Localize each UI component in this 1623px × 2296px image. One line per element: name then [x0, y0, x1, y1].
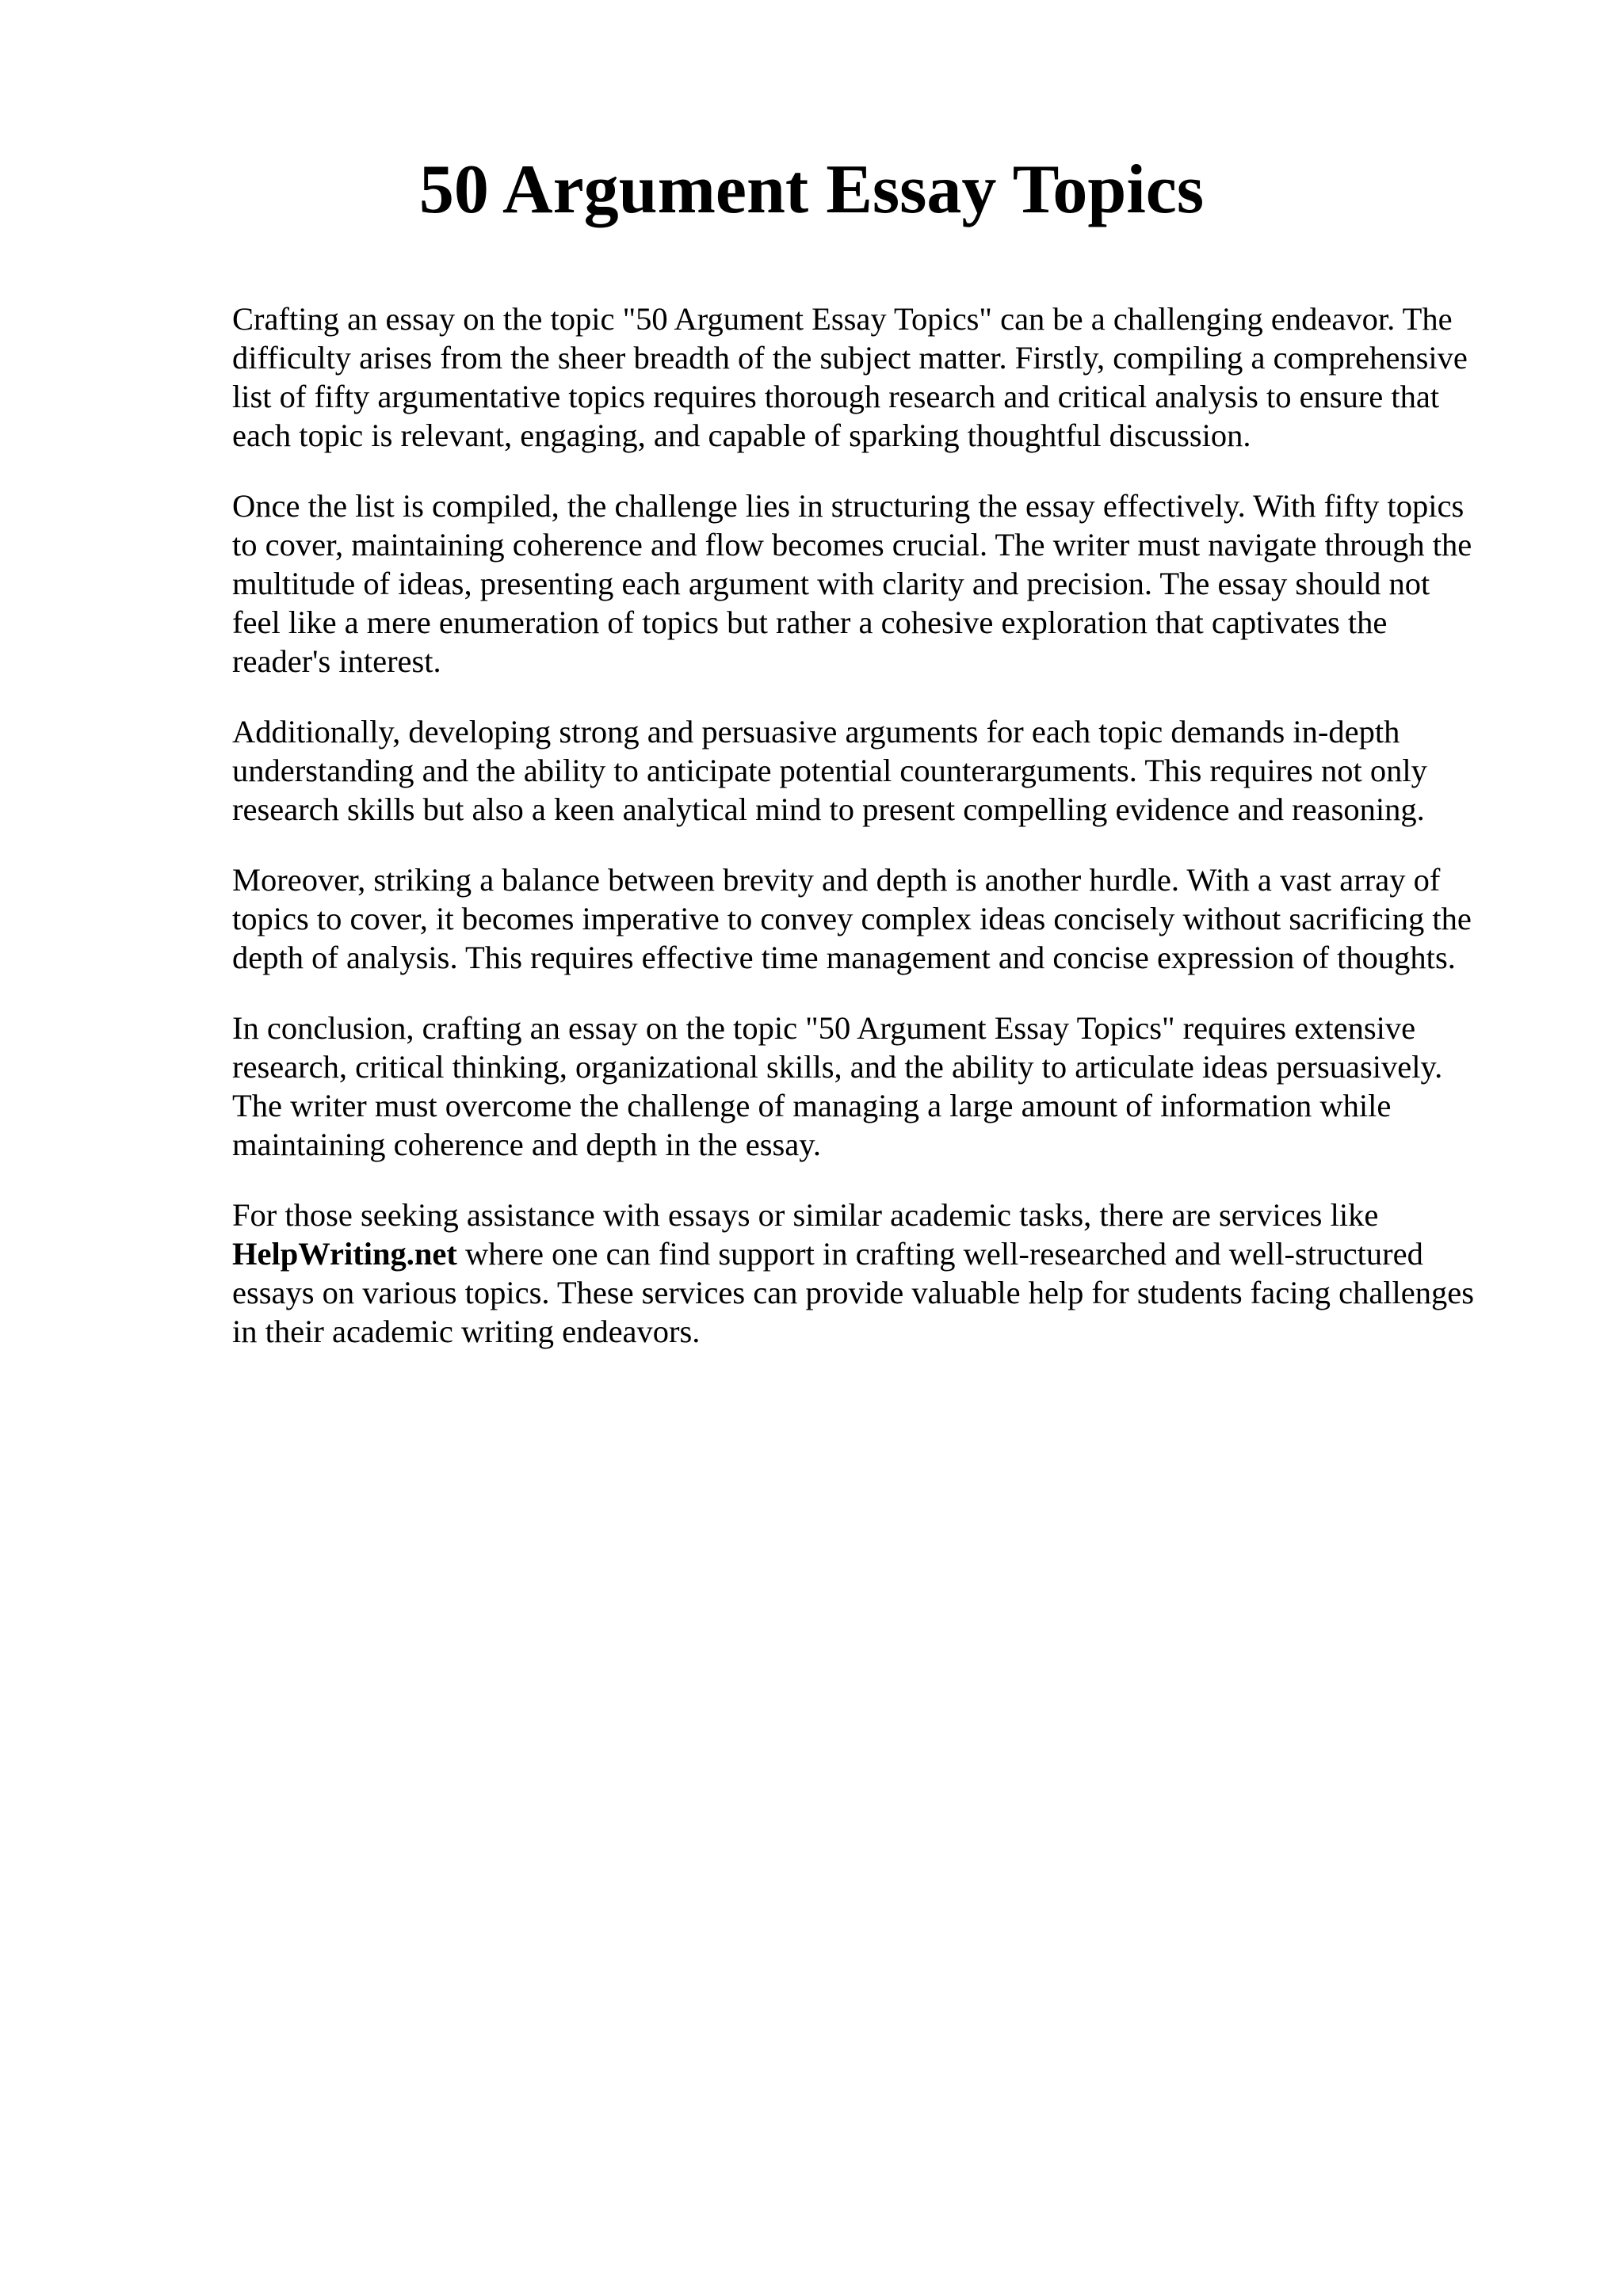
paragraph-line: each topic is relevant, engaging, and capable of sparking thoughtful discussion.	[232, 418, 1251, 453]
paragraph-line: For those seeking assistance with essays or similar academic tasks, there are services like	[232, 1197, 1379, 1233]
paragraph-line: to cover, maintaining coherence and flow becomes crucial. The writer must navigate through the	[232, 527, 1472, 563]
paragraph-4	[232, 860, 1516, 977]
page-title: 50 Argument Essay Topics	[418, 151, 1205, 228]
paragraph-line-rest: where one can find support in crafting well-researched and well-structured	[456, 1236, 1423, 1272]
paragraph-line: multitude of ideas, presenting each argument with clarity and precision. The essay should not	[232, 566, 1430, 601]
paragraph-line: research, critical thinking, organizational skills, and the ability to articulate ideas persuasively.	[232, 1049, 1443, 1085]
paragraph-line: Moreover, striking a balance between brevity and depth is another hurdle. With a vast array of	[232, 862, 1441, 898]
paragraph-3	[232, 712, 1516, 829]
paragraph-5	[232, 1009, 1516, 1164]
paragraph-line: essays on various topics. These services can provide valuable help for students facing challenges	[232, 1275, 1475, 1310]
paragraph-line: maintaining coherence and depth in the essay.	[232, 1127, 821, 1162]
paragraph-line: understanding and the ability to anticipate potential counterarguments. This requires not only	[232, 753, 1427, 788]
document-body	[232, 299, 1516, 1383]
paragraph-line: Once the list is compiled, the challenge lies in structuring the essay effectively. With fifty topics	[232, 488, 1465, 524]
paragraph-line: topics to cover, it becomes imperative to convey complex ideas concisely without sacrificing the	[232, 901, 1472, 936]
paragraph-6	[232, 1196, 1516, 1351]
paragraph-line: feel like a mere enumeration of topics but rather a cohesive exploration that captivates the	[232, 605, 1388, 640]
paragraph-line: Crafting an essay on the topic "50 Argument Essay Topics" can be a challenging endeavor. The	[232, 301, 1453, 337]
paragraph-2	[232, 486, 1516, 681]
paragraph-line: list of fifty argumentative topics requires thorough research and critical analysis to ensure that	[232, 379, 1440, 414]
paragraph-line: depth of analysis. This requires effective time management and concise expression of thoughts.	[232, 940, 1456, 975]
paragraph-line: The writer must overcome the challenge of managing a large amount of information while	[232, 1088, 1392, 1123]
paragraph-line: In conclusion, crafting an essay on the topic "50 Argument Essay Topics" requires extensive	[232, 1010, 1416, 1046]
paragraph-line: in their academic writing endeavors.	[232, 1314, 701, 1349]
helpwriting-brand-text: HelpWriting.net	[232, 1236, 457, 1272]
paragraph-line: difficulty arises from the sheer breadth of the subject matter. Firstly, compiling a comprehensive	[232, 340, 1468, 376]
paragraph-line: research skills but also a keen analytical mind to present compelling evidence and reasoning.	[232, 791, 1425, 827]
paragraph-line: reader's interest.	[232, 643, 441, 679]
paragraph-line: Additionally, developing strong and persuasive arguments for each topic demands in-depth	[232, 714, 1400, 749]
paragraph-line-with-brand	[232, 1234, 1516, 1273]
paragraph-1	[232, 299, 1516, 455]
